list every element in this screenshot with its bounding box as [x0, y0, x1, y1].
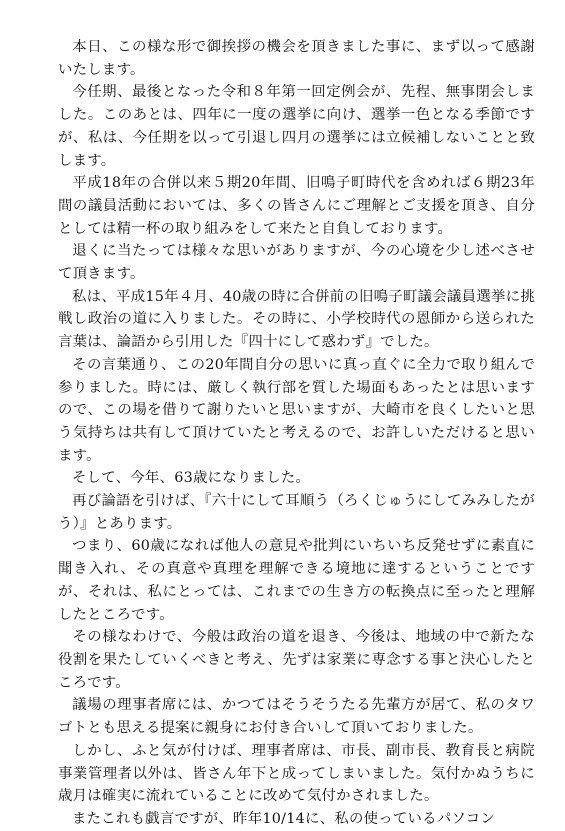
paragraph-6: その言葉通り、この20年間自分の思いに真っ直ぐに全力で取り組んで参りました。時には、厳しく執行部を質した場面もあったとは思いますので、この場を借りて謝りたいと思いますが、大崎市を良くしたいと思う気持ちは共有して頂けていたと考えるので、お許しいただけると思います。: [58, 356, 535, 464]
paragraph-8: 再び論語を引けば、『六十にして耳順う（ろくじゅうにしてみみしたがう）』とあります。: [58, 493, 535, 532]
paragraph-12: しかし、ふと気が付けば、理事者席は、市長、副市長、教育長と病院事業管理者以外は、皆さん年下と成ってしまいました。気付かぬうちに歳月は確実に流れていることに改めて気付かされました。: [58, 742, 535, 805]
paragraph-10: その様なわけで、今般は政治の道を退き、今後は、地域の中で新たな役割を果たしていくべきと考え、先ずは家業に専念する事と決心したところです。: [58, 629, 535, 691]
paragraph-9: つまり、60歳になれば他人の意見や批判にいちいち反発せずに素直に聞き入れ、その真意や真理を理解できる境地に達するということですが、それは、私にとっては、これまでの生き方の転換点に至ったと理解したところです。: [58, 538, 535, 623]
paragraph-13: またこれも戯言ですが、昨年10/14に、私の使っているパソコン: [72, 810, 496, 827]
paragraph-5: 私は、平成15年４月、40歳の時に合併前の旧鳴子町議会議員選挙に挑戦し政治の道に入りました。その時に、小学校時代の恩師から送られた言葉は、論語から引用した『四十にして惑わず』でした。: [58, 288, 535, 351]
paragraph-11: 議場の理事者席には、かつてはそうそうたる先輩方が居て、私のタワゴトとも思える提案に親身にお付き合いして頂いておりました。: [58, 697, 535, 737]
paragraph-4: 退くに当たっては様々な思いがありますが、今の心境を少し述べさせて頂きます。: [58, 243, 535, 283]
paragraph-3: 平成18年の合併以来５期20年間、旧鳴子町時代を含めれば６期23年間の議員活動においては、多くの皆さんにご理解とご支援を頂き、自分としては精一杯の取り組みをして来たと自負しております。: [58, 175, 535, 237]
paragraph-7: そして、今年、63歳になりました。: [72, 470, 311, 487]
paragraph-2: 今任期、最後となった令和８年第一回定例会が、先程、無事閉会しました。このあとは、四年に一度の選挙に向け、選挙一色となる季節ですが、私は、今任期を以って引退し四月の選挙には立候補しないことと致します。: [58, 84, 535, 169]
paragraph-1: 本日、この様な形で御挨拶の機会を頂きました事に、まず以って感謝いたします。: [58, 39, 535, 78]
